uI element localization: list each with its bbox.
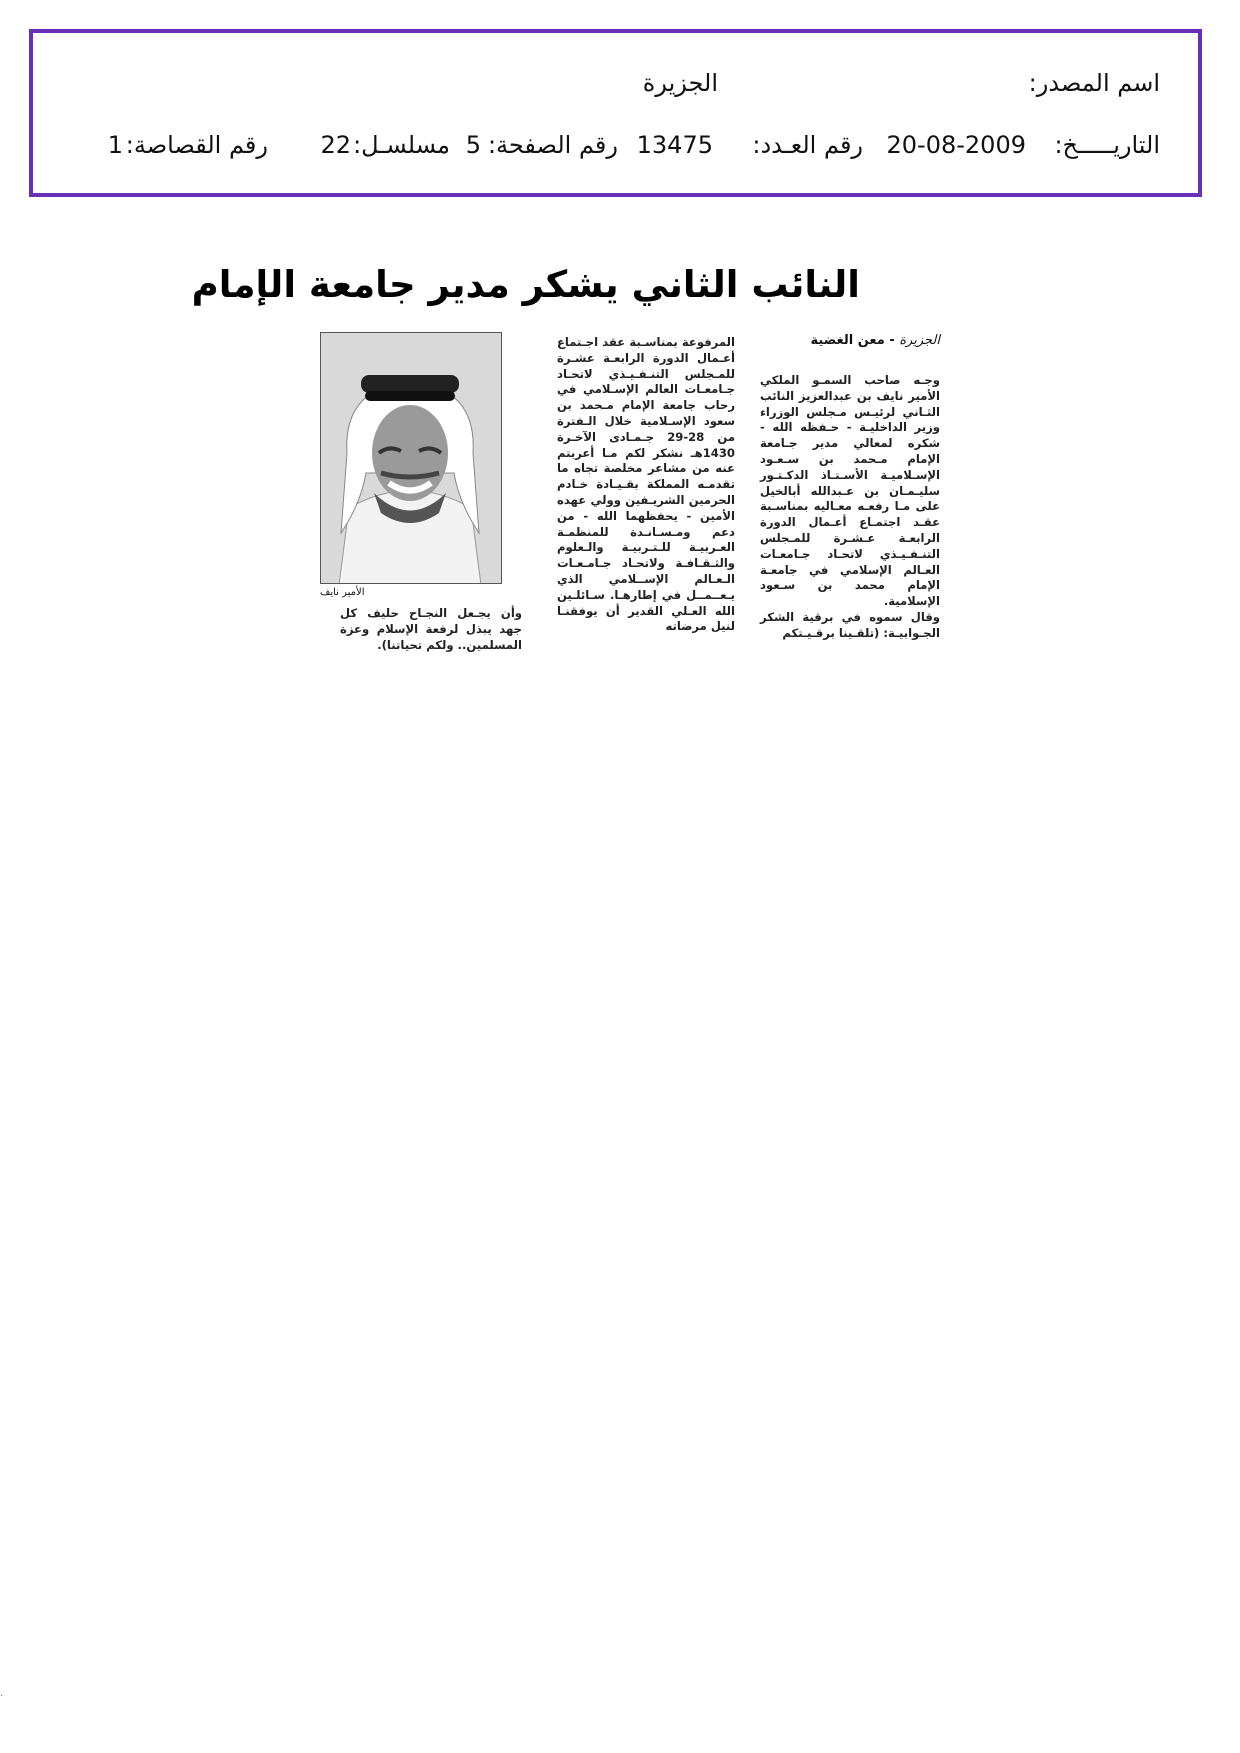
page-label: رقم الصفحة:: [487, 131, 618, 159]
newspaper-logo: الجزيرة: [899, 333, 940, 348]
clip-value: 1: [107, 131, 123, 159]
date-label: التاريـــــخ:: [1054, 131, 1160, 159]
page-value: 5: [465, 131, 481, 159]
article-column-3: [340, 606, 522, 653]
photo-caption: الأمير نايف: [320, 587, 365, 598]
document-header-box: [29, 29, 1202, 197]
header-row-meta: [33, 125, 1198, 165]
column-paragraph: وجـه صاحب السمـو الملكي الأمير نايف بن عبدالعزيز النائب الثـاني لرئيـس مـجلس الوزراء وزير الداخليـة - حـفظه الله - شكره لمعالي مدير جـامعة الإمام مـحمد بن سـعـود الإسـلاميـة الأسـتـاذ الدكـتـور سليـمـان بن عـبدالله أبالخيل على مـا رفعـه معـاليه بمناسـبة عقـد اجتمـاع أعـمال الدورة الرابعـة عـشـرة للمـجلس التنـفـيـذي لاتحـاد جـامعـات العـالم الإسلامي في جامعـة الإمام محمد بن سـعود الإسلامية.: [760, 373, 940, 609]
margin-mark: .: [0, 1688, 4, 1699]
issue-label: رقم العـدد:: [752, 131, 863, 159]
issue-value: 13475: [636, 131, 713, 159]
column-paragraph: وقال سموه في برقية الشكر الجـوابيـة: (تلقـينا برقـيـتكم: [760, 609, 940, 640]
date-value: 20-08-2009: [886, 131, 1026, 159]
newspaper-clipping: [191, 255, 940, 675]
article-column-1: [760, 373, 940, 642]
clip-label: رقم القصاصة:: [125, 131, 268, 159]
serial-label: مسلسـل:: [353, 131, 450, 159]
portrait-illustration: [320, 333, 501, 584]
column-paragraph: المرفوعة بمناسـبة عقد اجـتماع أعـمال الدورة الرابعـة عشـرة للمـجلس التنـفـيـذي لاتحـاد جـامعـات العالم الإسـلامي في رحاب جامعة الإمام مـحمد بن سعود الإسـلامية خلال الـفترة من 28-29 جـمـادى الآخـرة 1430هـ نشكر لكم مـا أعربتم عنه من مشاعر مخلصة تجاه ما تقدمـه المملكة بقـيـادة خـادم الحرمين الشريـفين وولي عهده الأمين - يحفظهما الله - من دعم ومـسـانـدة للمنظمـة العـربيـة للـتـربيـة والـعلوم والثـقـافـة ولاتحـاد جـامـعـات الـعـالم الإســلامي الذي يـعــمــل في إطارهـا. سـائلـين الله العـلي القدير أن يوفقنـا لنيل مرضاته: [557, 335, 735, 634]
article-column-2: [557, 335, 735, 635]
serial-value: 22: [320, 131, 351, 159]
column-paragraph: وأن يجـعل النجـاح حليف كل جهد يبذل لرفعة الإسلام وعزة المسلمين.. ولكم تحياتنا).: [340, 606, 522, 652]
article-headline: النائب الثاني يشكر مدير جامعة الإمام: [191, 263, 860, 306]
source-value: الجزيرة: [642, 69, 718, 97]
article-byline: [811, 333, 941, 348]
byline-author: - معن الغضية: [810, 333, 895, 348]
portrait-photo: [320, 332, 502, 584]
header-row-source: [33, 63, 1198, 103]
source-label: اسم المصدر:: [1028, 69, 1160, 97]
